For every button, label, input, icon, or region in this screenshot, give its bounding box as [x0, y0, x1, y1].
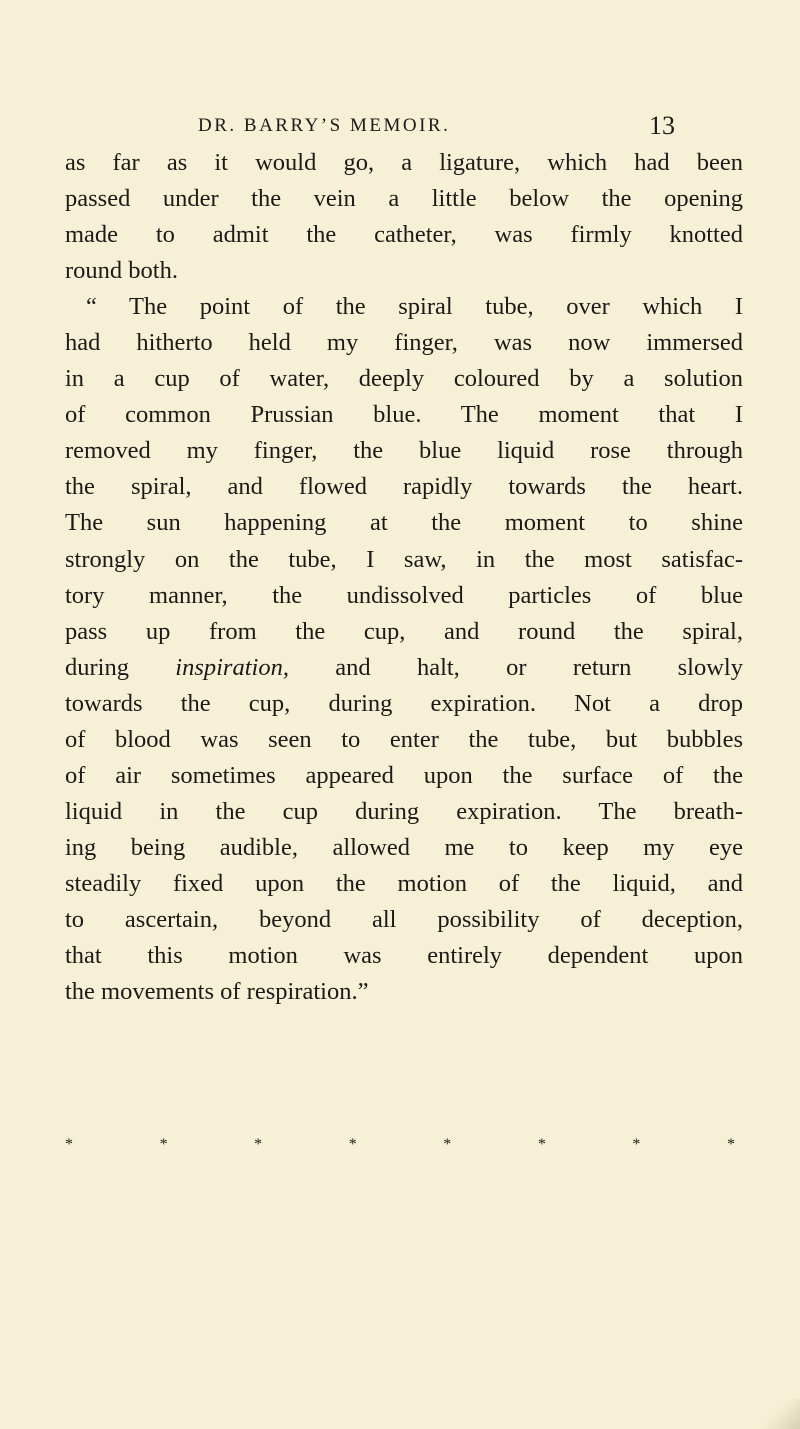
body-text [65, 145, 743, 1010]
text-line: made to admit the catheter, was firmly knotted [65, 221, 743, 249]
page-corner-smudge [760, 1399, 800, 1429]
text-segment: during [65, 653, 176, 681]
text-line-with-italic [65, 650, 743, 686]
asterisk: * [443, 1136, 452, 1153]
text-line: round both. [65, 257, 178, 285]
asterisk: * [537, 1136, 546, 1153]
text-line: towards the cup, during expiration. Not a drop [65, 689, 743, 717]
asterisk: * [254, 1136, 263, 1153]
text-line: of air sometimes appeared upon the surface of the [65, 761, 743, 789]
text-line: had hitherto held my finger, was now immersed [65, 329, 743, 357]
text-line: the spiral, and flowed rapidly towards the heart. [65, 473, 743, 501]
text-segment: and halt, or return slowly [288, 653, 743, 681]
text-line: passed under the vein a little below the opening [65, 185, 743, 213]
asterisk: * [348, 1136, 357, 1153]
text-line: that this motion was entirely dependent upon [65, 942, 743, 970]
text-line: in a cup of water, deeply coloured by a solution [65, 365, 743, 393]
asterisk: * [726, 1136, 735, 1153]
text-line: to ascertain, beyond all possibility of deception, [65, 905, 743, 933]
asterisk: * [65, 1136, 73, 1153]
text-line: the movements of respiration.” [65, 978, 369, 1006]
asterisk: * [159, 1136, 168, 1153]
section-break-asterisks [65, 1136, 735, 1154]
text-line: tory manner, the undissolved particles of blue [65, 581, 743, 609]
asterisk: * [632, 1136, 641, 1153]
text-line: ing being audible, allowed me to keep my eye [65, 833, 743, 861]
page-number: 13 [649, 111, 675, 140]
text-line: pass up from the cup, and round the spiral, [65, 617, 743, 645]
text-line: The sun happening at the moment to shine [65, 509, 743, 537]
text-line: of common Prussian blue. The moment that I [65, 401, 743, 429]
text-line: as far as it would go, a ligature, which had been [65, 149, 743, 176]
italic-word: inspiration, [175, 653, 289, 681]
text-line: removed my finger, the blue liquid rose through [65, 437, 743, 465]
text-line: of blood was seen to enter the tube, but bubbles [65, 725, 743, 753]
text-line: steadily fixed upon the motion of the liquid, and [65, 869, 743, 897]
text-line: strongly on the tube, I saw, in the most satisfac- [65, 545, 743, 573]
text-line: “ The point of the spiral tube, over which I [86, 293, 743, 321]
text-line: liquid in the cup during expiration. The breath- [65, 797, 743, 825]
running-head-title: DR. BARRY’S MEMOIR. [198, 115, 451, 136]
